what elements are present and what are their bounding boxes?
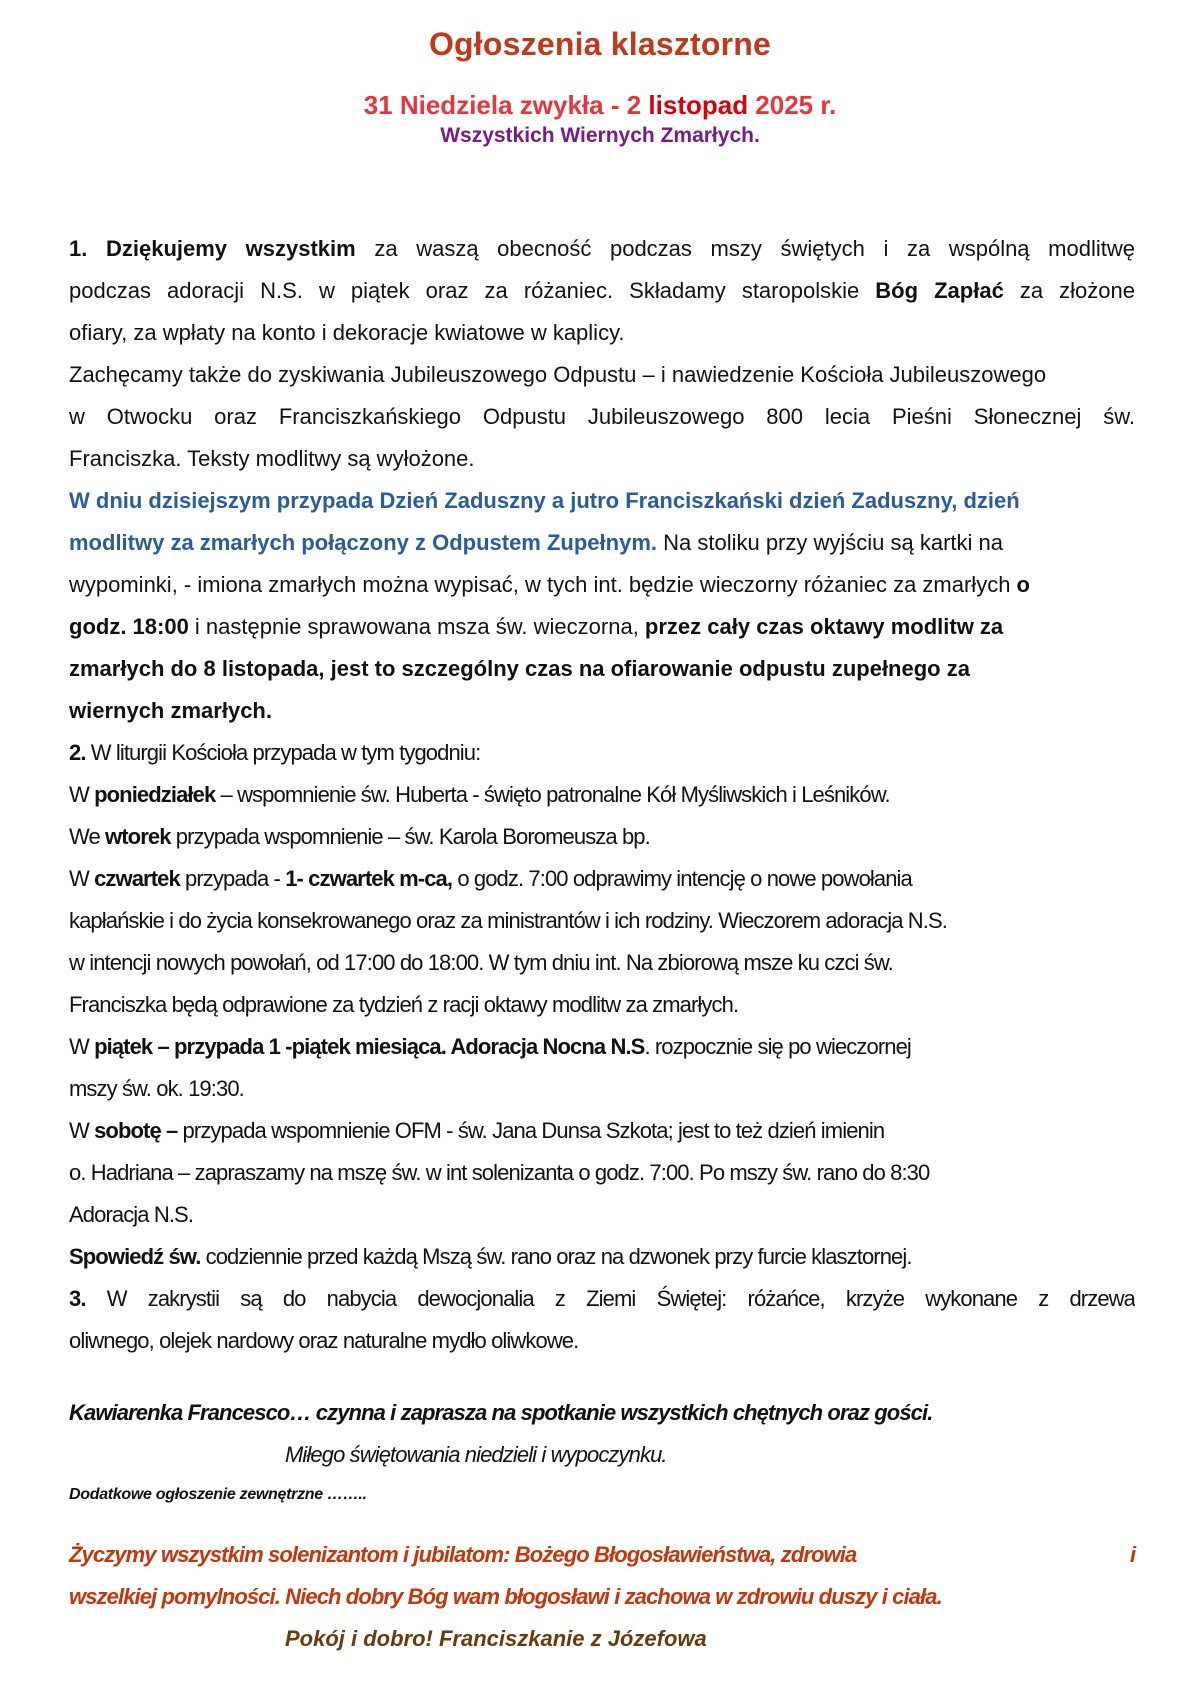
s3-text: W zakrystii są do nabycia dewocjonalia z Ziemi Świętej: różańce, krzyże wykonane z drzewa bbox=[85, 1286, 1135, 1311]
s1-text: Na stoliku przy wyjściu są kartki na bbox=[657, 530, 1003, 555]
s2-text: przypada wspomnienie – św. Karola Boromeusza bp. bbox=[170, 824, 650, 849]
s1-blue-line-2: modlitwy za zmarłych połączony z Odpustem Zupełnym. bbox=[69, 530, 657, 555]
greeting-line-2: wszelkiej pomylności. Niech dobry Bóg wam błogosławi i zachowa w zdrowiu duszy i ciała. bbox=[69, 1584, 942, 1609]
s1-bold: o bbox=[1016, 572, 1030, 597]
s1-bold: zmarłych do 8 listopada, jest to szczególny czas na ofiarowanie odpustu zupełnego za bbox=[69, 656, 970, 681]
day-saturday: sobotę – bbox=[94, 1118, 178, 1143]
s2-text: przypada wspomnienie OFM - św. Jana Dunsa Szkota; jest to też dzień imienin bbox=[177, 1118, 885, 1143]
s2-thursday-line-3: w intencji nowych powołań, od 17:00 do 18:00. W tym dniu int. Na zbiorową msze ku czci św. bbox=[69, 950, 893, 975]
s2-thursday bbox=[69, 864, 1135, 894]
s2-saturday-line-2: o. Hadriana – zapraszamy na mszę św. w int solenizanta o godz. 7:00. Po mszy św. rano do 8:30 bbox=[69, 1160, 930, 1185]
s2-text: – wspomnienie św. Huberta - święto patronalne Kół Myśliwskich i Leśników. bbox=[215, 782, 890, 807]
subtitle-part-3: 2025 r. bbox=[748, 90, 837, 120]
feast-name: Wszystkich Wiernych Zmarłych. bbox=[440, 124, 760, 147]
s2-intro bbox=[69, 738, 1135, 768]
day-tuesday: wtorek bbox=[105, 824, 171, 849]
s2-text: przypada - bbox=[179, 866, 286, 891]
s2-monday bbox=[69, 780, 1135, 810]
s1-line-12 bbox=[69, 696, 1135, 726]
s2-text: W bbox=[69, 866, 95, 891]
s1-line-11 bbox=[69, 654, 1135, 684]
subtitle-date bbox=[0, 90, 1200, 121]
s1-line-4: Zachęcamy także do zyskiwania Jubileuszowego Odpustu – i nawiedzenie Kościoła Jubileuszowego bbox=[69, 362, 1047, 387]
section-number: 2. bbox=[69, 740, 86, 765]
cafe-note: Kawiarenka Francesco… czynna i zaprasza na spotkanie wszystkich chętnych oraz gości. bbox=[69, 1400, 933, 1425]
section-number: 3. bbox=[69, 1286, 86, 1311]
s1-text: za waszą obecność podczas mszy świętych i za wspólną modlitwę bbox=[355, 236, 1135, 261]
s2-text: W liturgii Kościoła przypada w tym tygodniu: bbox=[85, 740, 481, 765]
s2-saturday-line-3: Adoracja N.S. bbox=[69, 1202, 194, 1227]
time-bold: godz. 18:00 bbox=[69, 614, 189, 639]
greeting-line-1: Życzymy wszystkim solenizantom i jubilatom: Bożego Błogosławieństwa, zdrowia bbox=[69, 1542, 857, 1567]
s1-bold: przez cały czas oktawy modlitw za bbox=[644, 614, 1004, 639]
s1-text: za złożone bbox=[1003, 278, 1135, 303]
subtitle-month: listopad bbox=[648, 90, 749, 120]
subtitle-part-1: 31 Niedziela zwykła - 2 bbox=[363, 90, 649, 120]
s2-text: W bbox=[69, 782, 95, 807]
s1-text: wypominki, - imiona zmarłych można wypisać, w tych int. będzie wieczorny różaniec za zmarłych bbox=[69, 572, 1017, 597]
thanks-bold: Dziękujemy wszystkim bbox=[105, 236, 356, 261]
s2-text: codziennie przed każdą Mszą św. rano oraz na dzwonek przy furcie klasztornej. bbox=[200, 1244, 912, 1269]
day-friday: piątek – przypada 1 -piątek miesiąca. Adoracja Nocna N.S bbox=[94, 1034, 645, 1059]
s1-text: i następnie sprawowana msza św. wieczorna, bbox=[188, 614, 645, 639]
sunday-wish: Miłego świętowania niedzieli i wypoczynku. bbox=[285, 1442, 667, 1467]
page-title: Ogłoszenia klasztorne bbox=[428, 26, 772, 62]
bog-zaplac-bold: Bóg Zapłać bbox=[875, 278, 1004, 303]
s1-line-3: ofiary, za wpłaty na konto i dekoracje kwiatowe w kaplicy. bbox=[69, 320, 625, 345]
s1-text: podczas adoracji N.S. w piątek oraz za różaniec. Składamy staropolskie bbox=[69, 278, 876, 303]
s2-text: We bbox=[69, 824, 106, 849]
day-monday: poniedziałek bbox=[94, 782, 216, 807]
s1-bold: wiernych zmarłych. bbox=[69, 698, 272, 723]
confession-bold: Spowiedź św. bbox=[69, 1244, 201, 1269]
s2-confession bbox=[69, 1242, 1135, 1272]
s3-line-2: oliwnego, olejek nardowy oraz naturalne mydło oliwkowe. bbox=[69, 1328, 579, 1353]
s2-tuesday bbox=[69, 822, 1135, 852]
greeting-line-1-end: i bbox=[1130, 1542, 1136, 1567]
section-number: 1. bbox=[69, 236, 88, 261]
s2-friday bbox=[69, 1032, 1135, 1062]
extra-note: Dodatkowe ogłoszenie zewnętrzne …….. bbox=[69, 1486, 367, 1503]
s1-line-10 bbox=[69, 612, 1135, 642]
s2-text: . rozpocznie się po wieczornej bbox=[644, 1034, 911, 1059]
s2-text: W bbox=[69, 1034, 95, 1059]
s2-thursday-line-4: Franciszka będą odprawione za tydzień z racji oktawy modlitw za zmarłych. bbox=[69, 992, 739, 1017]
day-thursday: czwartek bbox=[94, 866, 180, 891]
s1-line-8 bbox=[69, 528, 1135, 558]
s1-line-2 bbox=[69, 276, 1135, 306]
s3-line-1 bbox=[69, 1284, 1135, 1314]
s2-text: W bbox=[69, 1118, 95, 1143]
s1-blue-line-1: W dniu dzisiejszym przypada Dzień Zaduszny a jutro Franciszkański dzień Zaduszny, dzień bbox=[69, 488, 1020, 513]
s2-friday-line-2: mszy św. ok. 19:30. bbox=[69, 1076, 244, 1101]
signature: Pokój i dobro! Franciszkanie z Józefowa bbox=[285, 1626, 707, 1651]
s2-text: o godz. 7:00 odprawimy intencję o nowe powołania bbox=[452, 866, 912, 891]
s2-bold: 1- czwartek m-ca, bbox=[285, 866, 453, 891]
s1-line-9 bbox=[69, 570, 1135, 600]
s2-thursday-line-2: kapłańskie i do życia konsekrowanego oraz za ministrantów i ich rodziny. Wieczorem adoracja N.S. bbox=[69, 908, 947, 933]
s1-line-1 bbox=[69, 234, 1135, 264]
s2-saturday bbox=[69, 1116, 1135, 1146]
s1-line-5: w Otwocku oraz Franciszkańskiego Odpustu Jubileuszowego 800 lecia Pieśni Słonecznej św. bbox=[69, 404, 1135, 429]
s1-line-6: Franciszka. Teksty modlitwy są wyłożone. bbox=[69, 446, 475, 471]
